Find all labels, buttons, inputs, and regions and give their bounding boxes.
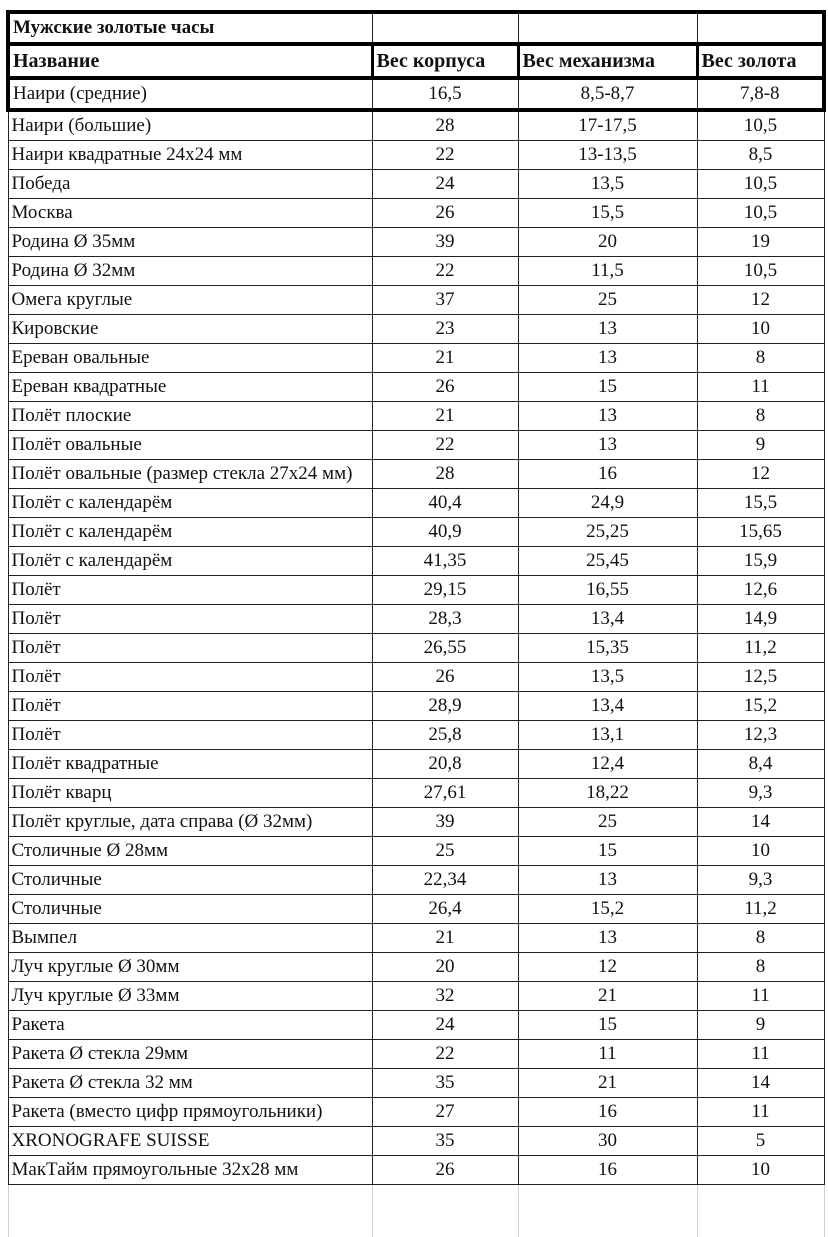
cell-name[interactable]: Луч круглые Ø 30мм bbox=[8, 953, 372, 982]
cell-gold-weight[interactable]: 5 bbox=[697, 1127, 824, 1156]
cell-case-weight[interactable]: 40,9 bbox=[372, 518, 518, 547]
cell-case-weight[interactable]: 16,5 bbox=[372, 78, 518, 110]
cell-movement-weight[interactable]: 15 bbox=[518, 1011, 697, 1040]
cell-name[interactable]: Москва bbox=[8, 199, 372, 228]
cell-movement-weight[interactable]: 16 bbox=[518, 1156, 697, 1185]
cell-case-weight[interactable]: 32 bbox=[372, 982, 518, 1011]
table-row bbox=[8, 895, 824, 924]
cell-name[interactable]: Наири (средние) bbox=[8, 78, 372, 110]
header-movement-weight[interactable]: Вес механизма bbox=[518, 44, 697, 78]
table-row bbox=[8, 692, 824, 721]
table-row bbox=[8, 808, 824, 837]
cell-movement-weight[interactable]: 13 bbox=[518, 866, 697, 895]
table-row bbox=[8, 286, 824, 315]
cell-movement-weight[interactable]: 13 bbox=[518, 431, 697, 460]
cell-case-weight[interactable]: 25 bbox=[372, 837, 518, 866]
empty-cell[interactable] bbox=[518, 1185, 697, 1212]
cell-movement-weight[interactable]: 15 bbox=[518, 837, 697, 866]
header-case-weight[interactable]: Вес корпуса bbox=[372, 44, 518, 78]
cell-name[interactable]: Полёт круглые, дата справа (Ø 32мм) bbox=[8, 808, 372, 837]
cell-gold-weight[interactable]: 10,5 bbox=[697, 170, 824, 199]
title-empty-cell[interactable] bbox=[518, 12, 697, 44]
cell-gold-weight[interactable]: 11 bbox=[697, 373, 824, 402]
cell-name[interactable]: Родина Ø 35мм bbox=[8, 228, 372, 257]
cell-gold-weight[interactable]: 15,2 bbox=[697, 692, 824, 721]
cell-case-weight[interactable]: 23 bbox=[372, 315, 518, 344]
table-row bbox=[8, 750, 824, 779]
cell-gold-weight[interactable]: 8 bbox=[697, 924, 824, 953]
cell-name[interactable]: Столичные Ø 28мм bbox=[8, 837, 372, 866]
cell-case-weight[interactable]: 26 bbox=[372, 199, 518, 228]
cell-gold-weight[interactable]: 8 bbox=[697, 402, 824, 431]
cell-gold-weight[interactable]: 8 bbox=[697, 344, 824, 373]
table-row bbox=[8, 1069, 824, 1098]
table-row bbox=[8, 634, 824, 663]
cell-name[interactable]: Столичные bbox=[8, 895, 372, 924]
cell-movement-weight[interactable]: 13,4 bbox=[518, 605, 697, 634]
header-name[interactable]: Название bbox=[8, 44, 372, 78]
table-row bbox=[8, 373, 824, 402]
cell-movement-weight[interactable]: 13,1 bbox=[518, 721, 697, 750]
table-row bbox=[8, 576, 824, 605]
cell-case-weight[interactable]: 35 bbox=[372, 1069, 518, 1098]
cell-gold-weight[interactable]: 11,2 bbox=[697, 895, 824, 924]
cell-name[interactable]: Столичные bbox=[8, 866, 372, 895]
cell-name[interactable]: МакТайм прямоугольные 32x28 мм bbox=[8, 1156, 372, 1185]
empty-cell[interactable] bbox=[372, 1185, 518, 1212]
cell-movement-weight[interactable]: 13-13,5 bbox=[518, 141, 697, 170]
table-row bbox=[8, 78, 824, 110]
cell-gold-weight[interactable]: 12 bbox=[697, 460, 824, 489]
cell-name[interactable]: Наири (большие) bbox=[8, 110, 372, 141]
table-row bbox=[8, 779, 824, 808]
cell-gold-weight[interactable]: 9 bbox=[697, 431, 824, 460]
cell-case-weight[interactable]: 21 bbox=[372, 924, 518, 953]
cell-gold-weight[interactable]: 11 bbox=[697, 982, 824, 1011]
cell-name[interactable]: Полёт bbox=[8, 692, 372, 721]
cell-case-weight[interactable]: 25,8 bbox=[372, 721, 518, 750]
cell-movement-weight[interactable]: 13,5 bbox=[518, 170, 697, 199]
empty-cell[interactable] bbox=[697, 1185, 824, 1212]
table-row bbox=[8, 721, 824, 750]
cell-movement-weight[interactable]: 20 bbox=[518, 228, 697, 257]
cell-movement-weight[interactable]: 13,4 bbox=[518, 692, 697, 721]
table-row bbox=[8, 257, 824, 286]
cell-gold-weight[interactable]: 8,4 bbox=[697, 750, 824, 779]
cell-gold-weight[interactable]: 14 bbox=[697, 1069, 824, 1098]
cell-case-weight[interactable]: 26,55 bbox=[372, 634, 518, 663]
cell-gold-weight[interactable]: 8 bbox=[697, 953, 824, 982]
cell-case-weight[interactable]: 40,4 bbox=[372, 489, 518, 518]
cell-gold-weight[interactable]: 14,9 bbox=[697, 605, 824, 634]
cell-name[interactable]: Ереван овальные bbox=[8, 344, 372, 373]
cell-movement-weight[interactable]: 25 bbox=[518, 808, 697, 837]
watch-weights-table bbox=[6, 10, 826, 1237]
cell-name[interactable]: Наири квадратные 24x24 мм bbox=[8, 141, 372, 170]
cell-gold-weight[interactable]: 10 bbox=[697, 315, 824, 344]
cell-movement-weight[interactable]: 12 bbox=[518, 953, 697, 982]
cell-gold-weight[interactable]: 19 bbox=[697, 228, 824, 257]
table-row bbox=[8, 402, 824, 431]
cell-name[interactable]: Омега круглые bbox=[8, 286, 372, 315]
table-row bbox=[8, 460, 824, 489]
empty-cell[interactable] bbox=[697, 1211, 824, 1237]
table-row bbox=[8, 837, 824, 866]
cell-name[interactable]: Ракета bbox=[8, 1011, 372, 1040]
cell-case-weight[interactable]: 27,61 bbox=[372, 779, 518, 808]
cell-name[interactable]: Полёт кварц bbox=[8, 779, 372, 808]
cell-movement-weight[interactable]: 16 bbox=[518, 460, 697, 489]
cell-name[interactable]: Полёт bbox=[8, 721, 372, 750]
cell-case-weight[interactable]: 28 bbox=[372, 110, 518, 141]
table-row bbox=[8, 547, 824, 576]
cell-movement-weight[interactable]: 15,5 bbox=[518, 199, 697, 228]
cell-case-weight[interactable]: 26 bbox=[372, 663, 518, 692]
cell-case-weight[interactable]: 20,8 bbox=[372, 750, 518, 779]
cell-movement-weight[interactable]: 8,5-8,7 bbox=[518, 78, 697, 110]
empty-row bbox=[8, 1211, 824, 1237]
cell-movement-weight[interactable]: 11 bbox=[518, 1040, 697, 1069]
cell-gold-weight[interactable]: 10,5 bbox=[697, 199, 824, 228]
cell-case-weight[interactable]: 28,9 bbox=[372, 692, 518, 721]
cell-case-weight[interactable]: 22,34 bbox=[372, 866, 518, 895]
table-row bbox=[8, 489, 824, 518]
table-row bbox=[8, 924, 824, 953]
cell-gold-weight[interactable]: 12,6 bbox=[697, 576, 824, 605]
cell-name[interactable]: Луч круглые Ø 33мм bbox=[8, 982, 372, 1011]
cell-case-weight[interactable]: 26 bbox=[372, 373, 518, 402]
empty-row bbox=[8, 1185, 824, 1212]
cell-case-weight[interactable]: 29,15 bbox=[372, 576, 518, 605]
sheet-title[interactable]: Мужские золотые часы bbox=[8, 12, 372, 44]
cell-case-weight[interactable]: 24 bbox=[372, 1011, 518, 1040]
cell-case-weight[interactable]: 28,3 bbox=[372, 605, 518, 634]
cell-movement-weight[interactable]: 15 bbox=[518, 373, 697, 402]
cell-gold-weight[interactable]: 7,8-8 bbox=[697, 78, 824, 110]
cell-case-weight[interactable]: 24 bbox=[372, 170, 518, 199]
cell-gold-weight[interactable]: 11,2 bbox=[697, 634, 824, 663]
cell-gold-weight[interactable]: 8,5 bbox=[697, 141, 824, 170]
cell-name[interactable]: Вымпел bbox=[8, 924, 372, 953]
cell-name[interactable]: Полёт bbox=[8, 663, 372, 692]
cell-name[interactable]: Полёт с календарём bbox=[8, 547, 372, 576]
cell-gold-weight[interactable]: 15,65 bbox=[697, 518, 824, 547]
cell-name[interactable]: Полёт bbox=[8, 576, 372, 605]
cell-name[interactable]: Полёт плоские bbox=[8, 402, 372, 431]
table-row bbox=[8, 982, 824, 1011]
cell-gold-weight[interactable]: 14 bbox=[697, 808, 824, 837]
cell-movement-weight[interactable]: 11,5 bbox=[518, 257, 697, 286]
empty-cell[interactable] bbox=[8, 1185, 372, 1212]
header-gold-weight[interactable]: Вес золота bbox=[697, 44, 824, 78]
cell-case-weight[interactable]: 21 bbox=[372, 402, 518, 431]
table-row bbox=[8, 315, 824, 344]
table-row bbox=[8, 1127, 824, 1156]
cell-gold-weight[interactable]: 10,5 bbox=[697, 257, 824, 286]
cell-gold-weight[interactable]: 9,3 bbox=[697, 866, 824, 895]
cell-case-weight[interactable]: 39 bbox=[372, 808, 518, 837]
table-row bbox=[8, 663, 824, 692]
table-row bbox=[8, 228, 824, 257]
empty-cell[interactable] bbox=[518, 1211, 697, 1237]
table-row bbox=[8, 141, 824, 170]
cell-case-weight[interactable]: 21 bbox=[372, 344, 518, 373]
cell-gold-weight[interactable]: 15,5 bbox=[697, 489, 824, 518]
table-row bbox=[8, 1098, 824, 1127]
cell-case-weight[interactable]: 41,35 bbox=[372, 547, 518, 576]
cell-case-weight[interactable]: 39 bbox=[372, 228, 518, 257]
cell-movement-weight[interactable]: 25 bbox=[518, 286, 697, 315]
cell-name[interactable]: Полёт bbox=[8, 605, 372, 634]
cell-movement-weight[interactable]: 17-17,5 bbox=[518, 110, 697, 141]
cell-gold-weight[interactable]: 9 bbox=[697, 1011, 824, 1040]
cell-movement-weight[interactable]: 18,22 bbox=[518, 779, 697, 808]
cell-case-weight[interactable]: 22 bbox=[372, 257, 518, 286]
cell-movement-weight[interactable]: 30 bbox=[518, 1127, 697, 1156]
cell-name[interactable]: Полёт с календарём bbox=[8, 489, 372, 518]
cell-case-weight[interactable]: 35 bbox=[372, 1127, 518, 1156]
table-row bbox=[8, 199, 824, 228]
cell-movement-weight[interactable]: 13 bbox=[518, 344, 697, 373]
table-row bbox=[8, 1040, 824, 1069]
table-row bbox=[8, 170, 824, 199]
table-row bbox=[8, 1011, 824, 1040]
table-row bbox=[8, 110, 824, 141]
cell-name[interactable]: Родина Ø 32мм bbox=[8, 257, 372, 286]
cell-gold-weight[interactable]: 12,3 bbox=[697, 721, 824, 750]
title-empty-cell[interactable] bbox=[372, 12, 518, 44]
cell-name[interactable]: Ереван квадратные bbox=[8, 373, 372, 402]
cell-movement-weight[interactable]: 15,35 bbox=[518, 634, 697, 663]
cell-movement-weight[interactable]: 16 bbox=[518, 1098, 697, 1127]
cell-name[interactable]: XRONOGRAFE SUISSE bbox=[8, 1127, 372, 1156]
cell-case-weight[interactable]: 37 bbox=[372, 286, 518, 315]
table-row bbox=[8, 953, 824, 982]
table-row bbox=[8, 344, 824, 373]
cell-movement-weight[interactable]: 21 bbox=[518, 982, 697, 1011]
cell-movement-weight[interactable]: 25,45 bbox=[518, 547, 697, 576]
cell-gold-weight[interactable]: 11 bbox=[697, 1098, 824, 1127]
cell-case-weight[interactable]: 27 bbox=[372, 1098, 518, 1127]
cell-case-weight[interactable]: 22 bbox=[372, 141, 518, 170]
cell-case-weight[interactable]: 28 bbox=[372, 460, 518, 489]
cell-gold-weight[interactable]: 12 bbox=[697, 286, 824, 315]
title-empty-cell[interactable] bbox=[697, 12, 824, 44]
cell-gold-weight[interactable]: 10,5 bbox=[697, 110, 824, 141]
cell-gold-weight[interactable]: 10 bbox=[697, 1156, 824, 1185]
cell-gold-weight[interactable]: 15,9 bbox=[697, 547, 824, 576]
cell-movement-weight[interactable]: 13 bbox=[518, 924, 697, 953]
cell-name[interactable]: Полёт bbox=[8, 634, 372, 663]
cell-case-weight[interactable]: 22 bbox=[372, 431, 518, 460]
header-row bbox=[8, 44, 824, 78]
spreadsheet bbox=[6, 10, 822, 1237]
cell-movement-weight[interactable]: 25,25 bbox=[518, 518, 697, 547]
cell-case-weight[interactable]: 22 bbox=[372, 1040, 518, 1069]
cell-name[interactable]: Победа bbox=[8, 170, 372, 199]
cell-name[interactable]: Полёт овальные (размер стекла 27x24 мм) bbox=[8, 460, 372, 489]
cell-movement-weight[interactable]: 16,55 bbox=[518, 576, 697, 605]
empty-cell[interactable] bbox=[8, 1211, 372, 1237]
cell-movement-weight[interactable]: 13 bbox=[518, 315, 697, 344]
title-row bbox=[8, 12, 824, 44]
cell-gold-weight[interactable]: 12,5 bbox=[697, 663, 824, 692]
cell-name[interactable]: Ракета Ø стекла 32 мм bbox=[8, 1069, 372, 1098]
cell-name[interactable]: Полёт квадратные bbox=[8, 750, 372, 779]
cell-name[interactable]: Ракета (вместо цифр прямоугольники) bbox=[8, 1098, 372, 1127]
cell-name[interactable]: Полёт овальные bbox=[8, 431, 372, 460]
empty-cell[interactable] bbox=[372, 1211, 518, 1237]
table-row bbox=[8, 605, 824, 634]
cell-name[interactable]: Кировские bbox=[8, 315, 372, 344]
cell-gold-weight[interactable]: 9,3 bbox=[697, 779, 824, 808]
table-row bbox=[8, 1156, 824, 1185]
cell-name[interactable]: Полёт с календарём bbox=[8, 518, 372, 547]
cell-movement-weight[interactable]: 13,5 bbox=[518, 663, 697, 692]
cell-case-weight[interactable]: 26 bbox=[372, 1156, 518, 1185]
table-row bbox=[8, 866, 824, 895]
cell-gold-weight[interactable]: 10 bbox=[697, 837, 824, 866]
cell-case-weight[interactable]: 20 bbox=[372, 953, 518, 982]
cell-movement-weight[interactable]: 15,2 bbox=[518, 895, 697, 924]
cell-movement-weight[interactable]: 21 bbox=[518, 1069, 697, 1098]
cell-movement-weight[interactable]: 12,4 bbox=[518, 750, 697, 779]
table-row bbox=[8, 431, 824, 460]
cell-name[interactable]: Ракета Ø стекла 29мм bbox=[8, 1040, 372, 1069]
cell-movement-weight[interactable]: 24,9 bbox=[518, 489, 697, 518]
cell-movement-weight[interactable]: 13 bbox=[518, 402, 697, 431]
cell-gold-weight[interactable]: 11 bbox=[697, 1040, 824, 1069]
cell-case-weight[interactable]: 26,4 bbox=[372, 895, 518, 924]
table-row bbox=[8, 518, 824, 547]
